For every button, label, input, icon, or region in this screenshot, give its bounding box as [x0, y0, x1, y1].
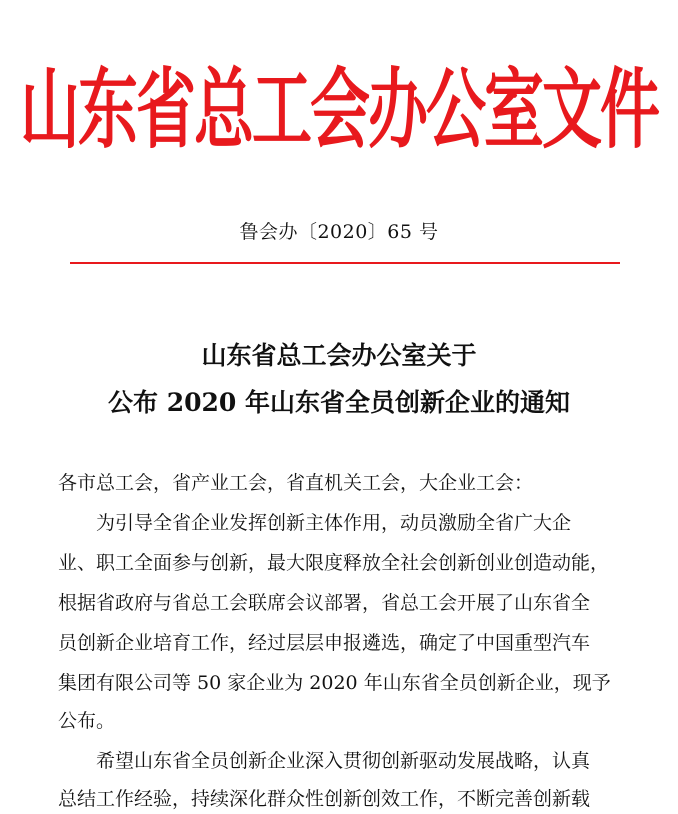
body-line-4: 员创新企业培育工作，经过层层申报遴选，确定了中国重型汽车 — [58, 632, 591, 654]
masthead-title: 山东省总工会办公室文件 — [20, 59, 658, 162]
red-divider-line — [70, 262, 620, 264]
body-line-5: 集团有限公司等 50 家企业为 2020 年山东省全员创新企业，现予 — [58, 672, 611, 694]
notice-title-line-2: 公布 2020 年山东省全员创新企业的通知 — [108, 388, 570, 417]
document-number: 鲁会办〔2020〕65 号 — [239, 221, 439, 243]
body-line-7: 希望山东省全员创新企业深入贯彻创新驱动发展战略，认真 — [96, 750, 591, 772]
body-line-2: 业、职工全面参与创新，最大限度释放全社会创新创业创造动能， — [58, 552, 610, 574]
body-line-6: 公布。 — [58, 710, 116, 732]
body-line-3: 根据省政府与省总工会联席会议部署，省总工会开展了山东省全 — [58, 592, 591, 614]
body-line-1: 为引导全省企业发挥创新主体作用，动员激励全省广大企 — [96, 512, 572, 534]
salutation: 各市总工会，省产业工会，省直机关工会，大企业工会： — [58, 472, 534, 494]
notice-title-line-1: 山东省总工会办公室关于 — [201, 341, 477, 370]
body-line-8: 总结工作经验，持续深化群众性创新创效工作，不断完善创新载 — [58, 788, 591, 810]
